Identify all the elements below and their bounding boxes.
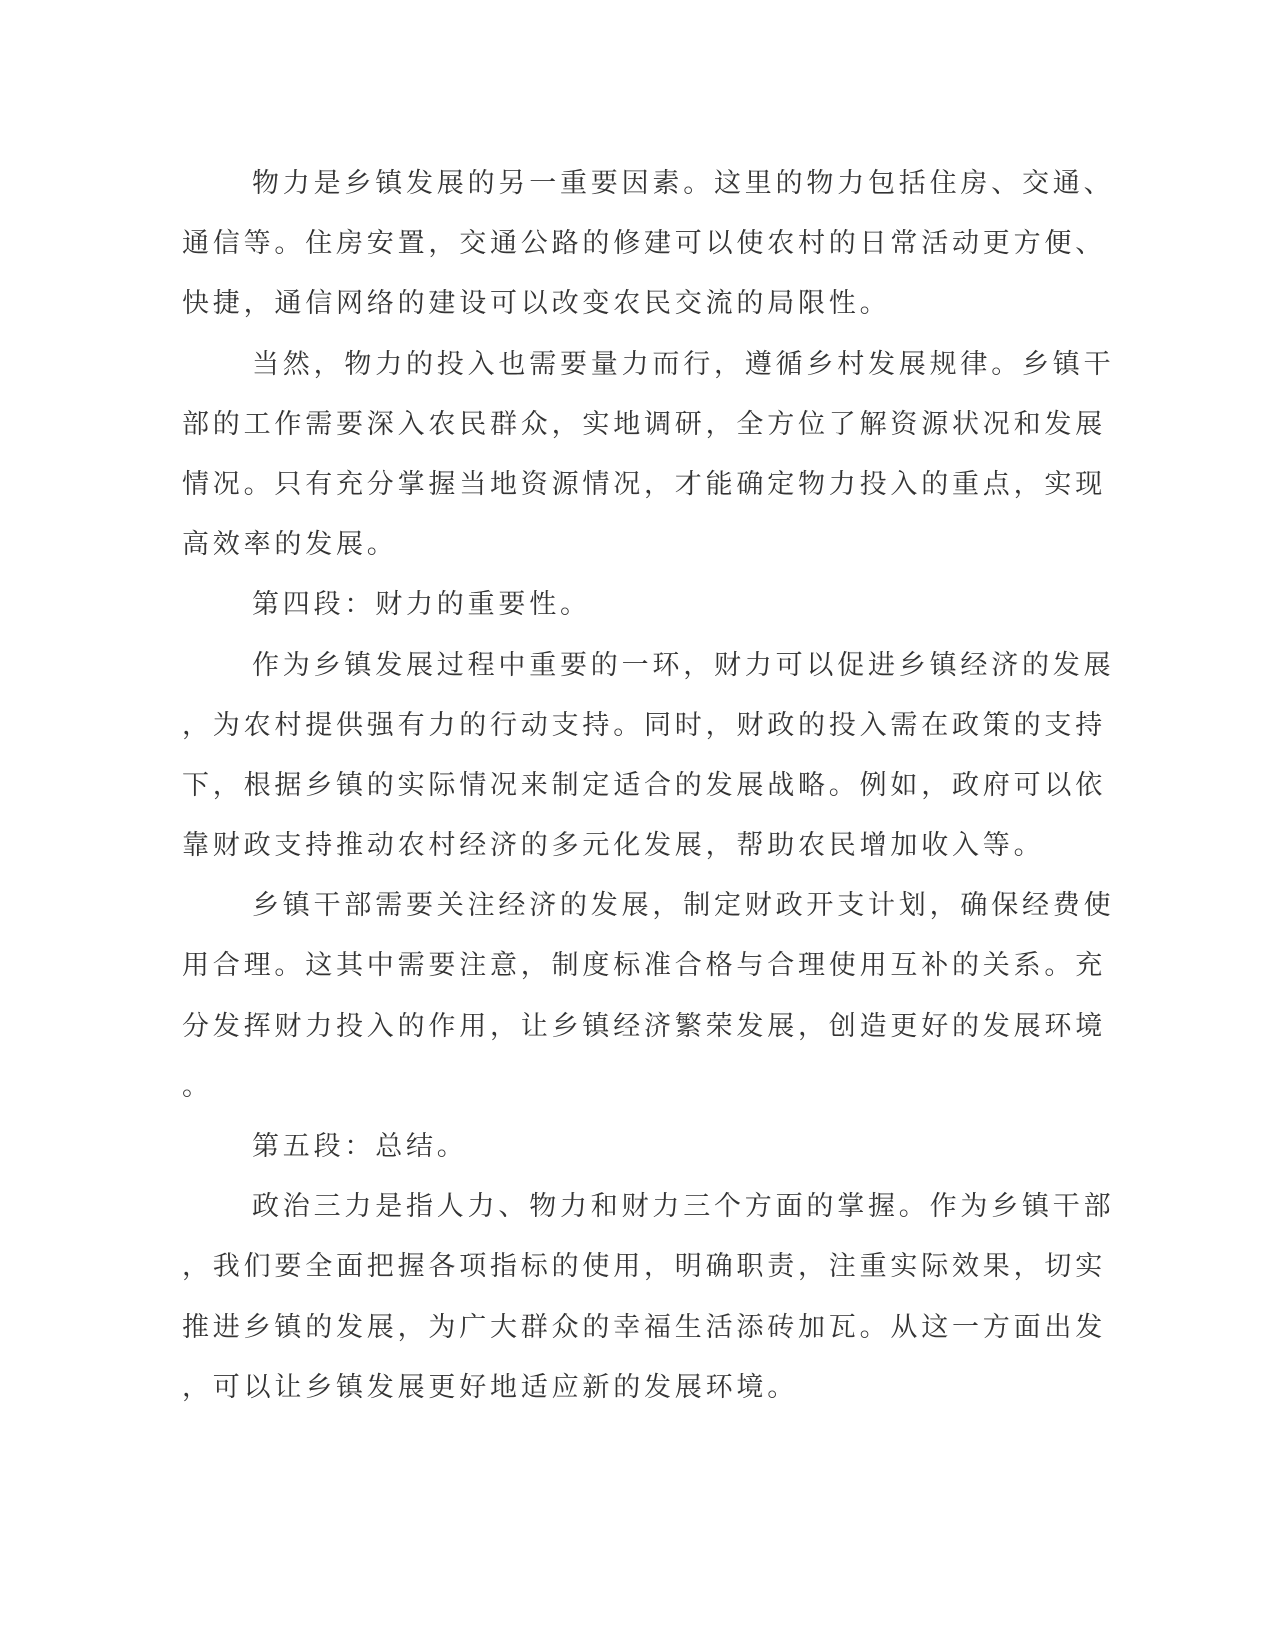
paragraph-line: 通信等。住房安置，交通公路的修建可以使农村的日常活动更方便、 [182, 228, 1106, 260]
paragraph-line: 靠财政支持推动农村经济的多元化发展，帮助农民增加收入等。 [182, 830, 1045, 862]
paragraph-line: ，可以让乡镇发展更好地适应新的发展环境。 [182, 1371, 798, 1403]
paragraph-line: 高效率的发展。 [182, 529, 398, 561]
paragraph-line: 情况。只有充分掌握当地资源情况，才能确定物力投入的重点，实现 [182, 468, 1106, 500]
paragraph-line: 部的工作需要深入农民群众，实地调研，全方位了解资源状况和发展 [182, 408, 1106, 440]
paragraph-line: 推进乡镇的发展，为广大群众的幸福生活添砖加瓦。从这一方面出发 [182, 1311, 1106, 1343]
paragraph-line: 物力是乡镇发展的另一重要因素。这里的物力包括住房、交通、 [252, 168, 1115, 199]
paragraph-line: 下，根据乡镇的实际情况来制定适合的发展战略。例如，政府可以依 [182, 769, 1106, 801]
paragraph-line: ，为农村提供强有力的行动支持。同时，财政的投入需在政策的支持 [182, 709, 1106, 741]
paragraph-line: 。 [182, 1070, 213, 1102]
paragraph-line: 乡镇干部需要关注经济的发展，制定财政开支计划，确保经费使 [252, 890, 1115, 922]
paragraph-line: 政治三力是指人力、物力和财力三个方面的掌握。作为乡镇干部 [252, 1191, 1115, 1223]
document-body [182, 154, 1115, 1418]
paragraph-line: 用合理。这其中需要注意，制度标准合格与合理使用互补的关系。充 [182, 950, 1106, 982]
paragraph-line: 快捷，通信网络的建设可以改变农民交流的局限性。 [182, 288, 891, 320]
paragraph-line: ，我们要全面把握各项指标的使用，明确职责，注重实际效果，切实 [182, 1251, 1106, 1283]
paragraph-line: 分发挥财力投入的作用，让乡镇经济繁荣发展，创造更好的发展环境 [182, 1010, 1106, 1042]
section-heading: 第四段：财力的重要性。 [252, 589, 591, 621]
paragraph-line: 作为乡镇发展过程中重要的一环，财力可以促进乡镇经济的发展 [252, 649, 1115, 681]
paragraph-line: 当然，物力的投入也需要量力而行，遵循乡村发展规律。乡镇干 [252, 348, 1115, 380]
section-heading: 第五段：总结。 [252, 1131, 468, 1162]
